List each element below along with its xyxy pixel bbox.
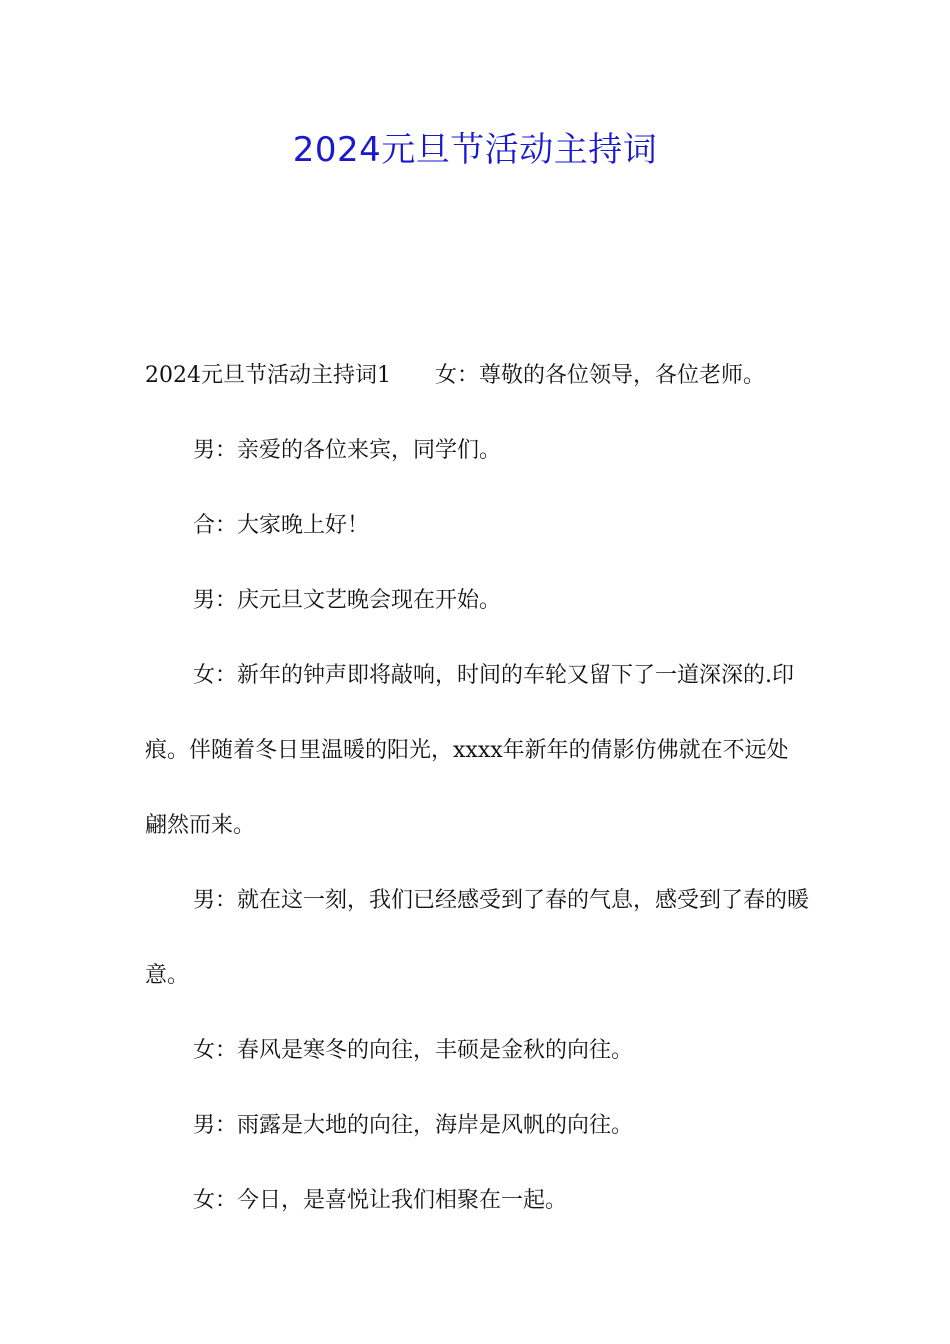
paragraph: 女：新年的钟声即将敲响，时间的车轮又留下了一道深深的.印痕。伴随着冬日里温暖的阳光，xxxx年新年的倩影仿佛就在不远处翩然而来。	[145, 663, 794, 838]
paragraph: 女：春风是寒冬的向往，丰硕是金秋的向往。	[193, 1038, 634, 1063]
heading-gap	[391, 363, 435, 388]
paragraph: 男：庆元旦文艺晚会现在开始。	[193, 588, 502, 613]
document-title: 2024元旦节活动主持词	[292, 130, 658, 170]
paragraph: 男：亲爱的各位来宾，同学们。	[193, 438, 502, 463]
paragraph: 男：雨露是大地的向往，海岸是风帆的向往。	[193, 1113, 634, 1138]
first-paragraph	[145, 338, 810, 413]
first-line-text: 女：尊敬的各位领导，各位老师。	[435, 363, 766, 388]
section-heading: 2024元旦节活动主持词1	[145, 363, 391, 388]
paragraph: 女：今日，是喜悦让我们相聚在一起。	[193, 1188, 568, 1213]
document-body	[145, 338, 810, 1238]
paragraph: 男：就在这一刻，我们已经感受到了春的气息，感受到了春的暖意。	[145, 888, 810, 988]
paragraph: 合：大家晚上好！	[193, 513, 370, 538]
